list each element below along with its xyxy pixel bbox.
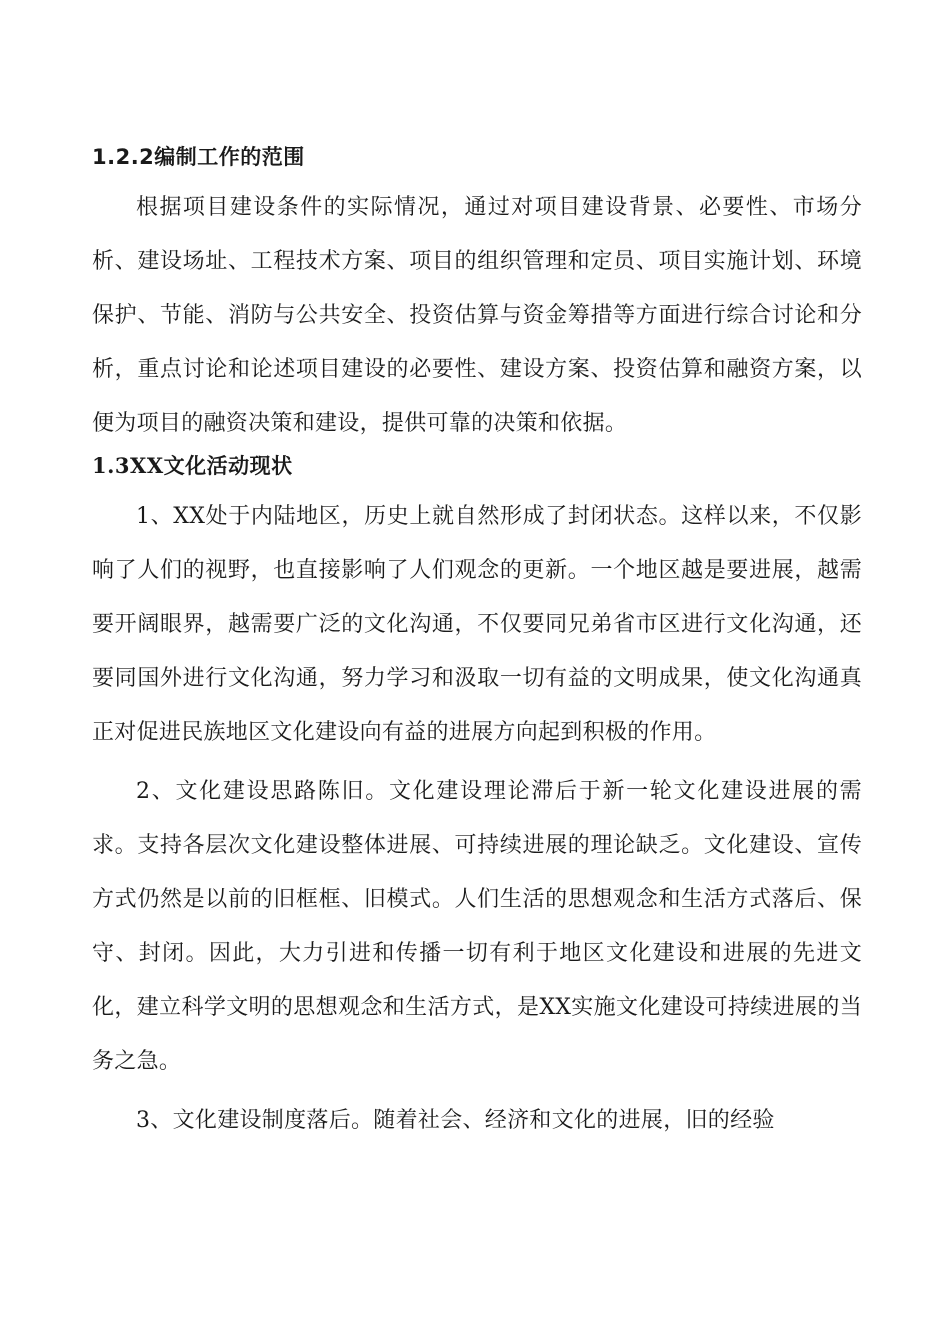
section-heading-1-2-2: 1.2.2编制工作的范围 [92,145,305,169]
paragraph-item-3: 3、文化建设制度落后。随着社会、经济和文化的进展，旧的经验 [136,1108,775,1133]
paragraph-scope: 根据项目建设条件的实际情况，通过对项目建设背景、必要性、市场分析、建设场址、工程技术方案、项目的组织管理和定员、项目实施计划、环境保护、节能、消防与公共安全、投资估算与资金筹措等方面进行综合讨论和分析，重点讨论和论述项目建设的必要性、建设方案、投资估算和融资方案，以便为项目的融资决策和建设，提供可靠的决策和依据。 [92,195,862,436]
paragraph-item-2: 2、文化建设思路陈旧。文化建设理论滞后于新一轮文化建设进展的需求。支持各层次文化建设整体进展、可持续进展的理论缺乏。文化建设、宣传方式仍然是以前的旧框框、旧模式。人们生活的思想观念和生活方式落后、保守、封闭。因此，大力引进和传播一切有利于地区文化建设和进展的先进文化，建立科学文明的思想观念和生活方式，是XX实施文化建设可持续进展的当务之急。 [92,779,862,1074]
document-page [92,138,862,1148]
section-heading-1-3: 1.3XX文化活动现状 [92,453,293,478]
paragraph-item-1: 1、XX处于内陆地区，历史上就自然形成了封闭状态。这样以来，不仅影响了人们的视野，也直接影响了人们观念的更新。一个地区越是要进展，越需要开阔眼界，越需要广泛的文化沟通，不仅要同兄弟省市区进行文化沟通，还要同国外进行文化沟通，努力学习和汲取一切有益的文明成果，使文化沟通真正对促进民族地区文化建设向有益的进展方向起到积极的作用。 [92,504,862,745]
